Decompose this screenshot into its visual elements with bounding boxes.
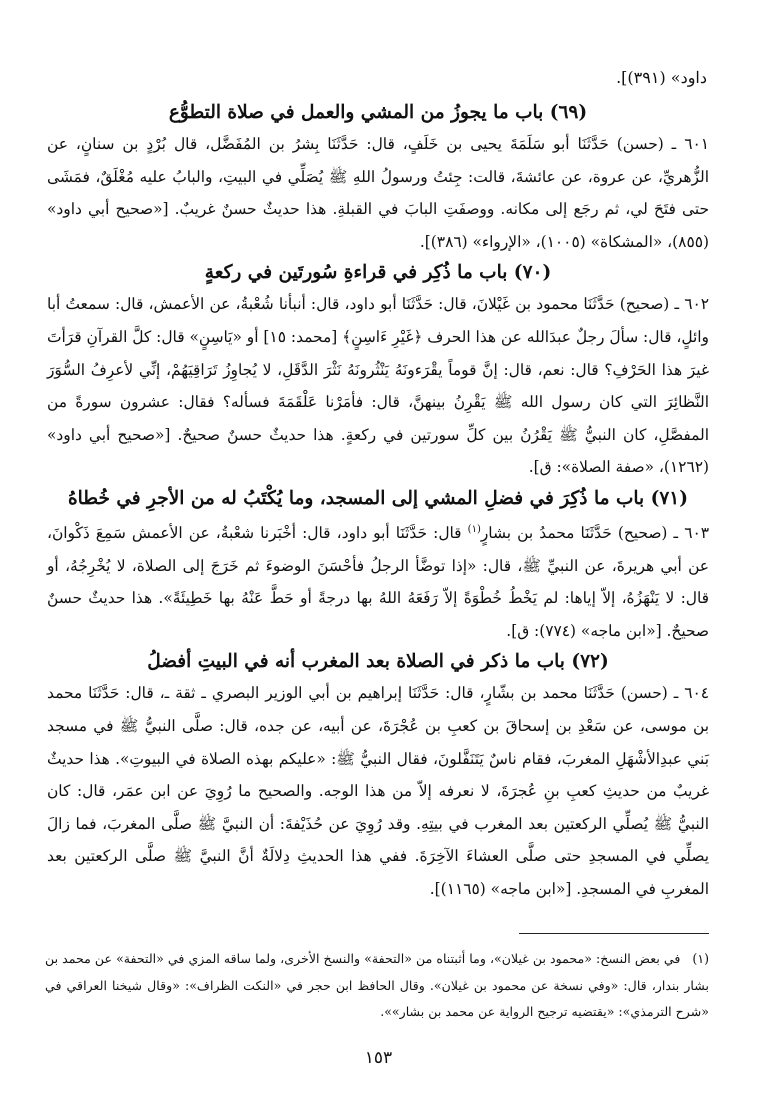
- main-text: [47, 98, 709, 906]
- footnote-divider: [519, 933, 709, 934]
- footnote-marker[interactable]: (١): [467, 523, 481, 535]
- chapter-heading-69: (٦٩) باب ما يجوزُ من المشي والعمل في صلاة التطوُّع: [168, 102, 588, 123]
- hadith-601: ٦٠١ ـ (حسن) حَدَّثَنَا أبو سَلَمَةَ يحيى بن خَلَفٍ، قال: حَدَّثَنَا بِشرُ بن المُفَضَّل، قال بُرْدٍ بن سنانٍ، عن الزُّهريِّ، عن عروة، عن عائشةَ، قالت: جِئتُ ورسولُ اللهِ ﷺ يُصَلِّي في البيتِ، والبابُ عليه مُغْلَقٌ، فمَشَى حتى فتَحَ لي، ثم رجَع إلى مكانه. ووصفَتِ البابَ في القبلةِ. هذا حديثٌ حسنٌ غريبٌ. [«صحيح أبي داود» (٨٥٥)، «المشكاة» (١٠٠٥)، «الإرواء» (٣٨٦)].: [47, 135, 709, 251]
- footnote-text: في بعض النسخ: «محمود بن غيلان»، وما أثبتناه من «التحفة» والنسخ الأخرى، ولما ساقه المزي في «التحفة» عن محمد بن بشار بندار، قال: «وفي نسخة عن محمود بن غيلان». وقال الحافظ ابن حجر في «النكت الظراف»: «وقال شيخنا العراقي في «شرح الترمذي»: «يقتضيه ترجيح الرواية عن محمد بن بشار»».: [45, 951, 709, 1019]
- hadith-603: [47, 514, 709, 648]
- hadith-602: ٦٠٢ ـ (صحيح) حَدَّثَنَا محمود بن غَيْلانَ، قال: حَدَّثَنَا أبو داود، قال: أنبأنا شُعْبةُ، عن الأعمش، قال: سمعتُ أبا وائلٍ، قال: سألَ رجلٌ عبدَالله عن هذا الحرف ﴿غَيْرِ ءَاسِنٍ﴾ [محمد: ١٥] أو «يَاسِنٍ» قال: كلَّ القرآنِ قرَأتَ غيرَ هذا الحَرْفِ؟ قال: نعم، قال: إنَّ قوماً يقْرَءونَهُ يَنْثُرونَهُ نَثْرَ الدَّقَلِ، لا يُجاوِزُ تَرَاقِيَهُمْ، إنِّي لأعرِفُ السُّوَرَ النَّظائِرَ التي كان رسول الله ﷺ يَقْرِنُ بينهنَّ، قال: فأمَرْنا عَلْقَمَةَ فسأله؟ فقال: عشرون سورةً من المفصَّلِ، كان النبيُّ ﷺ يَقْرُنُ بين كلِّ سورتين في ركعةٍ. هذا حديثٌ حسنٌ صحيحٌ. [«صحيح أبي داود» (١٢٦٢)، «صفة الصلاة»: ق].: [47, 295, 709, 477]
- footnote: [45, 946, 709, 1026]
- page-number: ١٥٣: [364, 1048, 393, 1068]
- hadith-603-rest: قال: حَدَّثَنَا أبو داود، قال: أخْبَرنا شعْبةُ، عن الأعمش سَمِعَ ذَكْوانَ، عن أبي هريرةَ، عن النبيِّ ﷺ، قال: «إذا توضَّأ الرجلُ فأحْسَنَ الوضوءَ ثم خَرَجَ إلى الصلاة، لا يُخْرِجُهُ، أو قال: لا يَنْهَزُهُ، إلاّ إياها: لم يَخْطُ خُطْوَةً إلاّ رَفَعَهُ اللهُ بها درجةً أو حَطَّ عَنْهُ بها خَطِيئَةً». هذا حديثٌ حسنٌ صحيحٌ. [«ابن ماجه» (٧٧٤): ق].: [47, 524, 709, 640]
- hadith-604: ٦٠٤ ـ (حسن) حَدَّثَنَا محمد بن بشّارٍ، قال: حَدَّثَنَا إبراهيم بن أبي الوزير البصري ـ ثقة ـ، قال: حَدَّثَنَا محمد بن موسى، عن سَعْدِ بن إسحاقَ بن كعبِ بن عُجْرَةَ، عن أبيه، عن جده، قال: صلَّى النبيُّ ﷺ في مسجد بَني عبدِالأشْهَلِ المغربَ، فقام ناسٌ يَتَنَفَّلونَ، فقال النبيُّ ﷺ: «عليكم بهذه الصلاة في البيوتِ». هذا حديثٌ غريبٌ من حديثِ كعبِ بنِ عُجرَةَ، لا نعرفه إلاّ من هذا الوجه. والصحيح ما رُوِيَ عن ابن عمَر، قال: كان النبيُّ ﷺ يُصلِّي الركعتين بعد المغرب في بيتِهِ. وقد رُوِيَ عن حُذَيْفةَ: أن النبيَّ ﷺ صلَّى المغربَ، فما زالَ يصلِّي في المسجدِ حتى صلَّى العشاءَ الآخِرَةَ. ففي هذا الحديثِ دِلالَةٌ أنَّ النبيَّ ﷺ صلَّى الركعتين بعد المغربِ في المسجدِ. [«ابن ماجه» (١١٦٥)].: [47, 684, 709, 898]
- hadith-603-start: ٦٠٣ ـ (صحيح) حَدَّثَنَا محمدُ بن بشارٍ: [480, 524, 709, 543]
- chapter-heading-72: (٧٢) باب ما ذكر في الصلاة بعد المغرب أنه في البيتِ أفضلُ: [147, 651, 609, 673]
- continued-reference-line: داود» (٣٩١)].: [616, 68, 707, 87]
- footnote-number: (١): [692, 951, 709, 966]
- chapter-heading-70: (٧٠) باب ما ذُكِر في قراءةِ سُورتَين في ركعةٍ: [204, 262, 552, 284]
- chapter-heading-71: (٧١) باب ما ذُكِرَ في فضلِ المشي إلى المسجد، وما يُكْتَبُ له من الأجرِ في خُطاهُ: [67, 487, 689, 509]
